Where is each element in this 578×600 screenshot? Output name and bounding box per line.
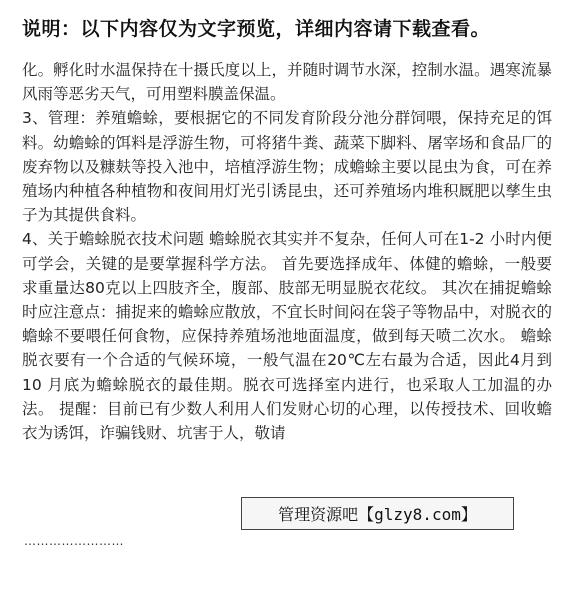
site-watermark: 管理资源吧【glzy8.com】 (241, 497, 514, 530)
article-paragraph: 3、管理：养殖蟾蜍，要根据它的不同发育阶段分池分群饲喂，保持充足的饵料。幼蟾蜍的饵料是浮游生物，可将猪牛粪、蔬菜下脚料、屠宰场和食品厂的废弃物以及糠麸等投入池中，培植浮游生物；成蟾蜍主要以昆虫为食，可在养殖场内种植各种植物和夜间用灯光引诱昆虫，还可养殖场内堆积厩肥以孳生虫子为其提供食料。 (22, 109, 552, 225)
article-paragraph: 4、关于蟾蜍脱衣技术问题 蟾蜍脱衣其实并不复杂，任何人可在1-2 小时内便可学会，关键的是要掌握科学方法。 首先要选择成年、体健的蟾蜍，一般要求重量达80克以上四肢齐全，腹部、肢部无明显脱衣花纹。 其次在捕捉蟾蜍时应注意点：捕捉来的蟾蜍应散放，不宜长时间闷在袋子等物品中，对脱衣的蟾蜍不要喂任何食物，应保持养殖场池地面温度，做到每天喷二次水。 蟾蜍脱衣要有一个合适的气候环境，一般气温在20℃左右最为合适，因此4月到10 月底为蟾蜍脱衣的最佳期。脱衣可选择室内进行，也采取人工加温的办法。 提醒：目前已有少数人利用人们发财心切的心理，以传授技术、回收蟾衣为诱饵，诈骗钱财、坑害于人，敬请 (22, 230, 552, 443)
article-paragraph: 化。孵化时水温保持在十摄氏度以上，并随时调节水深，控制水温。遇寒流暴风雨等恶劣天气，可用塑料膜盖保温。 (22, 61, 552, 104)
preview-notice: 说明：以下内容仅为文字预览，详细内容请下载查看。 (22, 18, 491, 40)
article-body (22, 58, 552, 445)
truncation-ellipsis: …………………… (24, 534, 124, 548)
